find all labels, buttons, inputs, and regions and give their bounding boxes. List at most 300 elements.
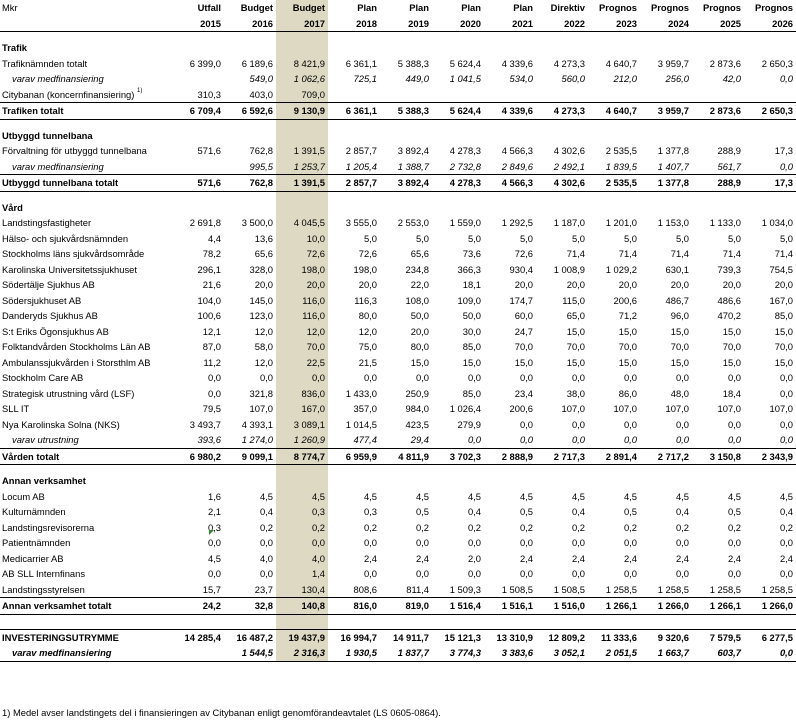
value-cell: 2,1 <box>207 506 221 517</box>
spacer-cell <box>536 119 588 128</box>
spacer-cell <box>328 614 380 629</box>
row-label <box>0 386 172 402</box>
row-label-text: Kulturnämnden <box>2 506 66 517</box>
value-cell: 2,4 <box>571 552 585 564</box>
value-cell: 2 732,8 <box>449 160 481 172</box>
value-cell: 5,0 <box>363 232 377 244</box>
table-row <box>0 582 796 598</box>
value-cell: 0,0 <box>519 537 533 548</box>
col-header-year: 2021 <box>484 15 536 32</box>
value-cell: 29,4 <box>410 434 429 445</box>
value-cell: 3 493,7 <box>189 418 221 430</box>
value-cell: 1 516,4 <box>432 598 484 615</box>
value-cell: 5 624,4 <box>449 57 481 69</box>
value-cell: 486,6 <box>717 294 741 306</box>
value-cell <box>172 40 224 56</box>
value-cell: 0,0 <box>744 645 796 661</box>
value-cell: 20,0 <box>618 279 637 290</box>
row-label <box>0 448 172 465</box>
value-cell: 15,0 <box>774 325 793 337</box>
spacer-cell <box>276 191 328 200</box>
value-cell: 107,0 <box>613 403 637 414</box>
value-cell <box>536 473 588 489</box>
value-cell: 70,0 <box>276 339 328 355</box>
spacer-cell <box>744 119 796 128</box>
value-cell <box>380 473 432 489</box>
grand-subitem-row <box>0 645 796 661</box>
value-cell: 486,7 <box>665 294 689 306</box>
value-cell: 0,0 <box>415 568 429 579</box>
row-label-text: SLL IT <box>2 403 30 414</box>
value-cell: 3 500,0 <box>241 217 273 228</box>
row-label <box>0 339 172 355</box>
col-header-year: 2023 <box>588 15 640 32</box>
value-cell: 709,0 <box>276 87 328 103</box>
row-label-text: S:t Eriks Ögonsjukhus AB <box>2 325 109 337</box>
value-cell: 4,5 <box>467 490 481 502</box>
value-cell: 200,6 <box>613 294 637 306</box>
col-header-year: 2016 <box>224 15 276 32</box>
value-cell: 4 302,6 <box>553 145 585 156</box>
value-cell: 0,0 <box>467 568 481 579</box>
value-cell: 4 278,3 <box>432 175 484 192</box>
value-cell <box>484 87 536 103</box>
table-row <box>0 56 796 72</box>
value-cell: 1 930,5 <box>328 645 380 661</box>
value-cell: 1,4 <box>276 566 328 582</box>
row-label-text: Vården totalt <box>2 450 60 462</box>
value-cell: 17,3 <box>774 145 793 156</box>
value-cell: 0,0 <box>467 537 481 548</box>
value-cell: 0,2 <box>675 521 689 533</box>
spacer-cell <box>0 614 172 629</box>
col-header-top: Plan <box>461 2 481 13</box>
value-cell: 0,2 <box>519 521 533 533</box>
value-cell: 1 516,1 <box>484 598 536 615</box>
value-cell: 4,5 <box>675 490 689 502</box>
value-cell: 0,0 <box>623 372 637 383</box>
row-label <box>0 645 172 661</box>
value-cell: 2,4 <box>727 552 741 564</box>
value-cell: 5,0 <box>779 232 793 244</box>
row-label <box>0 215 172 231</box>
col-header-top: Plan <box>513 2 533 13</box>
value-cell: 14 911,7 <box>380 629 432 645</box>
row-label-text: Ambulanssjukvården i Storsthlm AB <box>2 356 151 368</box>
section-heading-row <box>0 473 796 489</box>
value-cell: 0,4 <box>779 506 793 517</box>
value-cell: 571,6 <box>197 145 221 156</box>
spacer-cell <box>224 465 276 474</box>
row-label-text: Hälso- och sjukvårdsnämnden <box>2 232 129 244</box>
row-label-text: varav utrustning <box>12 434 79 445</box>
value-cell: 0,5 <box>623 506 637 517</box>
value-cell: 2 535,5 <box>605 145 637 156</box>
value-cell: 116,0 <box>276 308 328 324</box>
value-cell: 1 508,5 <box>501 583 533 595</box>
value-cell: 0,0 <box>207 387 221 399</box>
value-cell <box>432 87 484 103</box>
value-cell <box>276 473 328 489</box>
value-cell: 20,0 <box>254 279 273 290</box>
value-cell: 296,1 <box>197 263 221 275</box>
table-header <box>0 0 796 32</box>
value-cell <box>328 128 380 144</box>
value-cell: 6 277,5 <box>744 629 796 645</box>
spacer-cell <box>640 614 692 629</box>
value-cell: 70,0 <box>670 341 689 352</box>
value-cell: 0,2 <box>467 521 481 533</box>
value-cell <box>328 473 380 489</box>
value-cell: 2 691,8 <box>189 217 221 228</box>
value-cell: 2,4 <box>519 552 533 564</box>
grand-total-row <box>0 629 796 645</box>
row-label-text: Stockholm Care AB <box>2 372 84 383</box>
row-label <box>0 277 172 293</box>
value-cell: 2 316,3 <box>276 645 328 661</box>
value-cell: 198,0 <box>276 262 328 278</box>
value-cell: 4,5 <box>207 552 221 564</box>
col-header-year: 2025 <box>692 15 744 32</box>
value-cell: 19 437,9 <box>276 629 328 645</box>
value-cell <box>224 473 276 489</box>
value-cell: 4 566,3 <box>484 175 536 192</box>
row-label <box>0 582 172 598</box>
value-cell: 65,6 <box>410 248 429 259</box>
value-cell: 72,6 <box>276 246 328 262</box>
value-cell: 5,0 <box>727 232 741 244</box>
table-row <box>0 231 796 247</box>
col-header-year: 2026 <box>744 15 796 32</box>
value-cell: 4 640,7 <box>605 57 637 69</box>
value-cell: 1 391,5 <box>276 175 328 192</box>
row-label <box>0 128 172 144</box>
value-cell: 107,0 <box>717 403 741 414</box>
value-cell: 0,2 <box>623 521 637 533</box>
table-row <box>0 246 796 262</box>
value-cell: 86,0 <box>618 387 637 399</box>
row-label-text: Annan verksamhet totalt <box>2 600 112 611</box>
value-cell: 1 391,5 <box>276 143 328 159</box>
value-cell: 0,0 <box>571 537 585 548</box>
value-cell: 4,0 <box>276 551 328 567</box>
value-cell: 0,5 <box>519 506 533 517</box>
value-cell: 21,6 <box>202 279 221 290</box>
value-cell: 72,6 <box>358 248 377 259</box>
value-cell <box>588 200 640 216</box>
row-label <box>0 629 172 645</box>
spacer-cell <box>224 191 276 200</box>
value-cell <box>172 128 224 144</box>
spacer-row <box>0 465 796 474</box>
col-header-top: Budget <box>240 2 273 13</box>
spacer-cell <box>328 465 380 474</box>
value-cell: 6 399,0 <box>189 57 221 69</box>
spacer-cell <box>536 32 588 41</box>
value-cell: 2 891,4 <box>588 448 640 465</box>
value-cell <box>484 200 536 216</box>
value-cell: 2 849,6 <box>501 160 533 172</box>
value-cell: 65,6 <box>254 248 273 259</box>
value-cell: 1 258,5 <box>761 583 793 595</box>
spacer-cell <box>380 32 432 41</box>
value-cell: 4 640,7 <box>588 103 640 120</box>
value-cell: 0,3 <box>276 504 328 520</box>
value-cell: 107,0 <box>249 403 273 414</box>
spacer-cell <box>484 465 536 474</box>
value-cell: 0,0 <box>519 568 533 579</box>
value-cell: 1 014,5 <box>345 418 377 430</box>
value-cell: 0,0 <box>571 434 585 445</box>
value-cell: 5,0 <box>623 232 637 244</box>
row-label-text: Stockholms läns sjukvårdsområde <box>2 248 145 259</box>
value-cell: 836,0 <box>276 386 328 402</box>
value-cell: 5,0 <box>519 232 533 244</box>
col-header-top: Prognos <box>650 2 689 13</box>
value-cell: 1 205,4 <box>345 160 377 172</box>
value-cell: 1 266,0 <box>744 598 796 615</box>
value-cell: 130,4 <box>276 582 328 598</box>
value-cell <box>276 128 328 144</box>
value-cell: 96,0 <box>670 310 689 321</box>
row-label <box>0 293 172 309</box>
value-cell: 12,0 <box>254 356 273 368</box>
row-label <box>0 159 172 175</box>
value-cell: 1 407,7 <box>657 160 689 172</box>
spacer-cell <box>692 614 744 629</box>
value-cell: 70,0 <box>774 341 793 352</box>
value-cell: 0,0 <box>571 372 585 383</box>
value-cell <box>588 87 640 103</box>
value-cell: 0,0 <box>276 370 328 386</box>
value-cell: 78,2 <box>202 248 221 259</box>
spacer-cell <box>380 614 432 629</box>
value-cell: 12,0 <box>358 325 377 337</box>
row-label <box>0 56 172 72</box>
spacer-cell <box>0 119 172 128</box>
value-cell: 984,0 <box>405 403 429 414</box>
value-cell: 0,0 <box>623 418 637 430</box>
total-row <box>0 448 796 465</box>
value-cell: 0,0 <box>779 418 793 430</box>
value-cell: 71,4 <box>566 248 585 259</box>
value-cell: 0,0 <box>727 372 741 383</box>
row-label <box>0 489 172 505</box>
value-cell: 15,0 <box>410 356 429 368</box>
spacer-cell <box>172 119 224 128</box>
row-label-text: Trafik <box>2 42 28 53</box>
value-cell: 116,3 <box>354 294 377 306</box>
value-cell: 1 026,4 <box>449 403 481 414</box>
row-label-text: Landstingsrevisorerna <box>2 521 95 533</box>
total-row <box>0 175 796 192</box>
value-cell: 15,0 <box>566 356 585 368</box>
header-row-year <box>0 15 796 32</box>
value-cell: 288,9 <box>717 145 741 156</box>
value-cell: 811,4 <box>406 583 429 595</box>
value-cell: 0,0 <box>623 537 637 548</box>
row-label-text: Trafiknämnden totalt <box>2 57 88 69</box>
value-cell: 7 579,5 <box>692 629 744 645</box>
value-cell: 1 258,5 <box>657 583 689 595</box>
value-cell <box>172 71 224 87</box>
value-cell: 8 774,7 <box>276 448 328 465</box>
value-cell: 200,6 <box>509 403 533 414</box>
value-cell: 24,2 <box>172 598 224 615</box>
spacer-row <box>0 119 796 128</box>
spacer-cell <box>328 32 380 41</box>
spacer-cell <box>432 32 484 41</box>
value-cell <box>744 128 796 144</box>
value-cell: 0,0 <box>519 434 533 445</box>
row-label <box>0 551 172 567</box>
value-cell: 6 959,9 <box>328 448 380 465</box>
value-cell <box>640 40 692 56</box>
value-cell: 4 393,1 <box>241 418 273 430</box>
table-row <box>0 215 796 231</box>
spacer-cell <box>328 119 380 128</box>
row-label <box>0 87 172 103</box>
spacer-cell <box>536 614 588 629</box>
value-cell <box>744 87 796 103</box>
value-cell <box>744 40 796 56</box>
spacer-cell <box>744 465 796 474</box>
value-cell: 20,0 <box>722 279 741 290</box>
value-cell: 0,0 <box>259 372 273 383</box>
spacer-cell <box>0 191 172 200</box>
value-cell <box>484 128 536 144</box>
col-header-year: 2019 <box>380 15 432 32</box>
row-label-text: varav medfinansiering <box>12 647 112 658</box>
value-cell: 4,5 <box>259 490 273 502</box>
value-cell <box>692 200 744 216</box>
value-cell <box>380 128 432 144</box>
value-cell <box>692 128 744 144</box>
value-cell: 2 717,3 <box>536 448 588 465</box>
value-cell: 1 266,1 <box>588 598 640 615</box>
col-header-top: Prognos <box>754 2 793 13</box>
spacer-cell <box>484 191 536 200</box>
row-label-text: INVESTERINGSUTRYMME <box>2 631 119 643</box>
value-cell: 13 310,9 <box>484 629 536 645</box>
spacer-row <box>0 191 796 200</box>
value-cell: 256,0 <box>665 73 689 84</box>
row-label-text: Landstingsfastigheter <box>2 217 92 228</box>
value-cell: 18,4 <box>722 387 741 399</box>
value-cell: 20,0 <box>514 279 533 290</box>
value-cell: 2,4 <box>415 552 429 564</box>
value-cell: 140,8 <box>276 598 328 615</box>
spacer-cell <box>224 614 276 629</box>
spacer-cell <box>380 119 432 128</box>
value-cell: 0,0 <box>363 537 377 548</box>
value-cell <box>640 200 692 216</box>
value-cell: 13,6 <box>254 232 273 244</box>
row-label <box>0 231 172 247</box>
value-cell: 1 008,9 <box>553 263 585 275</box>
table-row <box>0 277 796 293</box>
spacer-cell <box>328 191 380 200</box>
value-cell: 1 559,0 <box>449 217 481 228</box>
spacer-cell <box>588 119 640 128</box>
value-cell <box>172 473 224 489</box>
value-cell: 71,4 <box>722 248 741 259</box>
value-cell: 85,0 <box>462 387 481 399</box>
spacer-cell <box>432 614 484 629</box>
value-cell: 0,0 <box>571 568 585 579</box>
value-cell: 0,2 <box>276 520 328 536</box>
value-cell: 0,0 <box>675 434 689 445</box>
value-cell: 0,0 <box>363 372 377 383</box>
value-cell: 11 333,6 <box>588 629 640 645</box>
value-cell: 50,0 <box>410 310 429 321</box>
value-cell: 20,0 <box>276 277 328 293</box>
value-cell: 3 774,3 <box>432 645 484 661</box>
value-cell <box>380 40 432 56</box>
row-label <box>0 401 172 417</box>
value-cell: 4 302,6 <box>536 175 588 192</box>
value-cell <box>328 87 380 103</box>
table-row <box>0 324 796 340</box>
value-cell: 0,2 <box>779 521 793 533</box>
value-cell: 0,0 <box>779 387 793 399</box>
value-cell: 0,0 <box>727 537 741 548</box>
row-label <box>0 308 172 324</box>
value-cell: 1 258,5 <box>605 583 637 595</box>
value-cell: 470,2 <box>717 310 741 321</box>
spacer-cell <box>0 465 172 474</box>
table-row <box>0 535 796 551</box>
value-cell: 12,1 <box>202 325 221 337</box>
spacer-cell <box>224 119 276 128</box>
total-row <box>0 598 796 615</box>
value-cell: 3 702,3 <box>432 448 484 465</box>
value-cell: 1 062,6 <box>276 71 328 87</box>
value-cell: 4,5 <box>276 489 328 505</box>
row-label-text: Landstingsstyrelsen <box>2 583 85 595</box>
spacer-cell <box>536 465 588 474</box>
value-cell: 16 994,7 <box>328 629 380 645</box>
value-cell: 0,0 <box>259 537 273 548</box>
total-row <box>0 103 796 120</box>
value-cell <box>172 159 224 175</box>
row-label <box>0 175 172 192</box>
value-cell: 0,3 <box>207 521 221 533</box>
value-cell: 1,6 <box>207 490 221 502</box>
value-cell <box>276 40 328 56</box>
value-cell: 71,4 <box>774 248 793 259</box>
value-cell <box>588 40 640 56</box>
value-cell: 0,0 <box>571 418 585 430</box>
value-cell: 0,0 <box>623 568 637 579</box>
value-cell <box>172 200 224 216</box>
value-cell: 0,0 <box>779 160 793 172</box>
row-label-text: Folktandvården Stockholms Län AB <box>2 341 151 352</box>
spacer-cell <box>0 32 172 41</box>
value-cell: 725,1 <box>353 73 377 84</box>
row-label <box>0 355 172 371</box>
value-cell: 15,0 <box>722 325 741 337</box>
value-cell <box>536 40 588 56</box>
value-cell: 4,5 <box>519 490 533 502</box>
value-cell <box>432 200 484 216</box>
row-label-text: Locum AB <box>2 490 45 502</box>
col-header-top: Prognos <box>702 2 741 13</box>
value-cell: 0,0 <box>207 372 221 383</box>
value-cell <box>328 40 380 56</box>
value-cell <box>692 473 744 489</box>
spacer-cell <box>276 119 328 128</box>
